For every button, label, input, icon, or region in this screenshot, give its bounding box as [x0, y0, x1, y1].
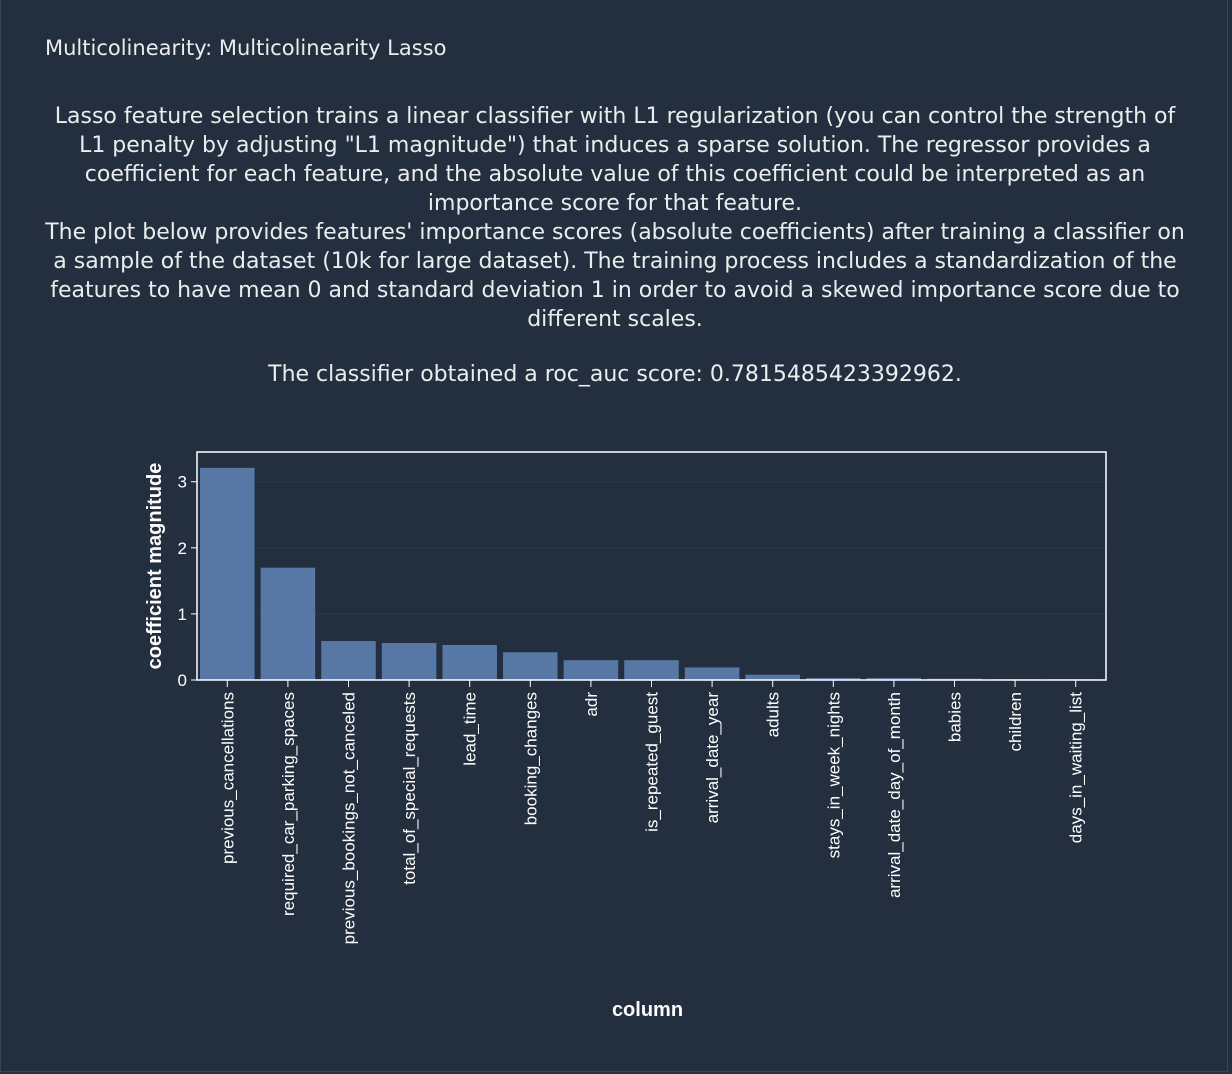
bar-booking_changes	[503, 652, 558, 680]
x-tick-label-babies: babies	[945, 692, 965, 743]
y-tick-label-0: 0	[177, 671, 187, 690]
y-axis-title: coefficient magnitude	[144, 462, 166, 670]
x-tick-label-adr: adr	[581, 692, 601, 717]
bar-adults	[745, 675, 800, 680]
x-tick-label-lead_time: lead_time	[460, 692, 480, 766]
bar-is_repeated_guest	[624, 660, 679, 680]
x-axis-title: column	[611, 999, 684, 1021]
x-tick-label-days_in_waiting_list: days_in_waiting_list	[1066, 692, 1086, 844]
x-tick-label-children: children	[1006, 692, 1026, 752]
bar-total_of_special_requests	[382, 643, 437, 680]
section-title: Multicolinearity: Multicolinearity Lasso	[45, 36, 447, 60]
bar-arrival_date_year	[685, 667, 740, 680]
x-tick-label-previous_bookings_not_canceled: previous_bookings_not_canceled	[339, 692, 359, 945]
y-axis	[178, 473, 197, 690]
x-tick-label-previous_cancellations: previous_cancellations	[218, 692, 238, 864]
score-value: 0.7815485423392962.	[709, 362, 962, 387]
bar-previous_cancellations	[200, 468, 255, 680]
score-prefix: The classifier obtained a roc_auc score:	[268, 362, 710, 387]
y-tick-label-1: 1	[177, 604, 187, 624]
y-tick-label-2: 2	[177, 538, 187, 558]
x-tick-label-required_car_parking_spaces: required_car_parking_spaces	[278, 692, 298, 916]
x-tick-label-is_repeated_guest: is_repeated_guest	[642, 692, 662, 832]
bar-lead_time	[442, 645, 497, 680]
x-tick-label-arrival_date_year: arrival_date_year	[703, 692, 723, 824]
bars	[200, 468, 1103, 680]
x-tick-label-booking_changes: booking_changes	[521, 692, 541, 826]
bar-previous_bookings_not_canceled	[321, 641, 376, 680]
description-paragraph-2: The plot below provides features' importance scores (absolute coefficients) after training a classifier on a sample of the dataset (10k for large dataset). The training process includes a standardization of the features to have mean 0 and standard deviation 1 in order to avoid a skewed importance score due to different scales.	[45, 220, 1185, 332]
bar-required_car_parking_spaces	[261, 568, 316, 680]
x-axis	[218, 680, 1085, 944]
bar-adr	[564, 660, 619, 680]
x-tick-label-adults: adults	[763, 692, 783, 738]
x-tick-label-arrival_date_day_of_month: arrival_date_day_of_month	[884, 692, 904, 899]
y-tick-label-3: 3	[177, 472, 187, 492]
x-tick-label-stays_in_week_nights: stays_in_week_nights	[824, 692, 844, 859]
x-tick-label-total_of_special_requests: total_of_special_requests	[400, 692, 420, 885]
description-paragraph-1: Lasso feature selection trains a linear classifier with L1 regularization (you can control the strength of L1 penalty by adjusting "L1 magnitude") that induces a sparse solution. The regressor provides a coefficient for each feature, and the absolute value of this coefficient could be interpreted as an importance score for that feature.	[54, 104, 1176, 216]
